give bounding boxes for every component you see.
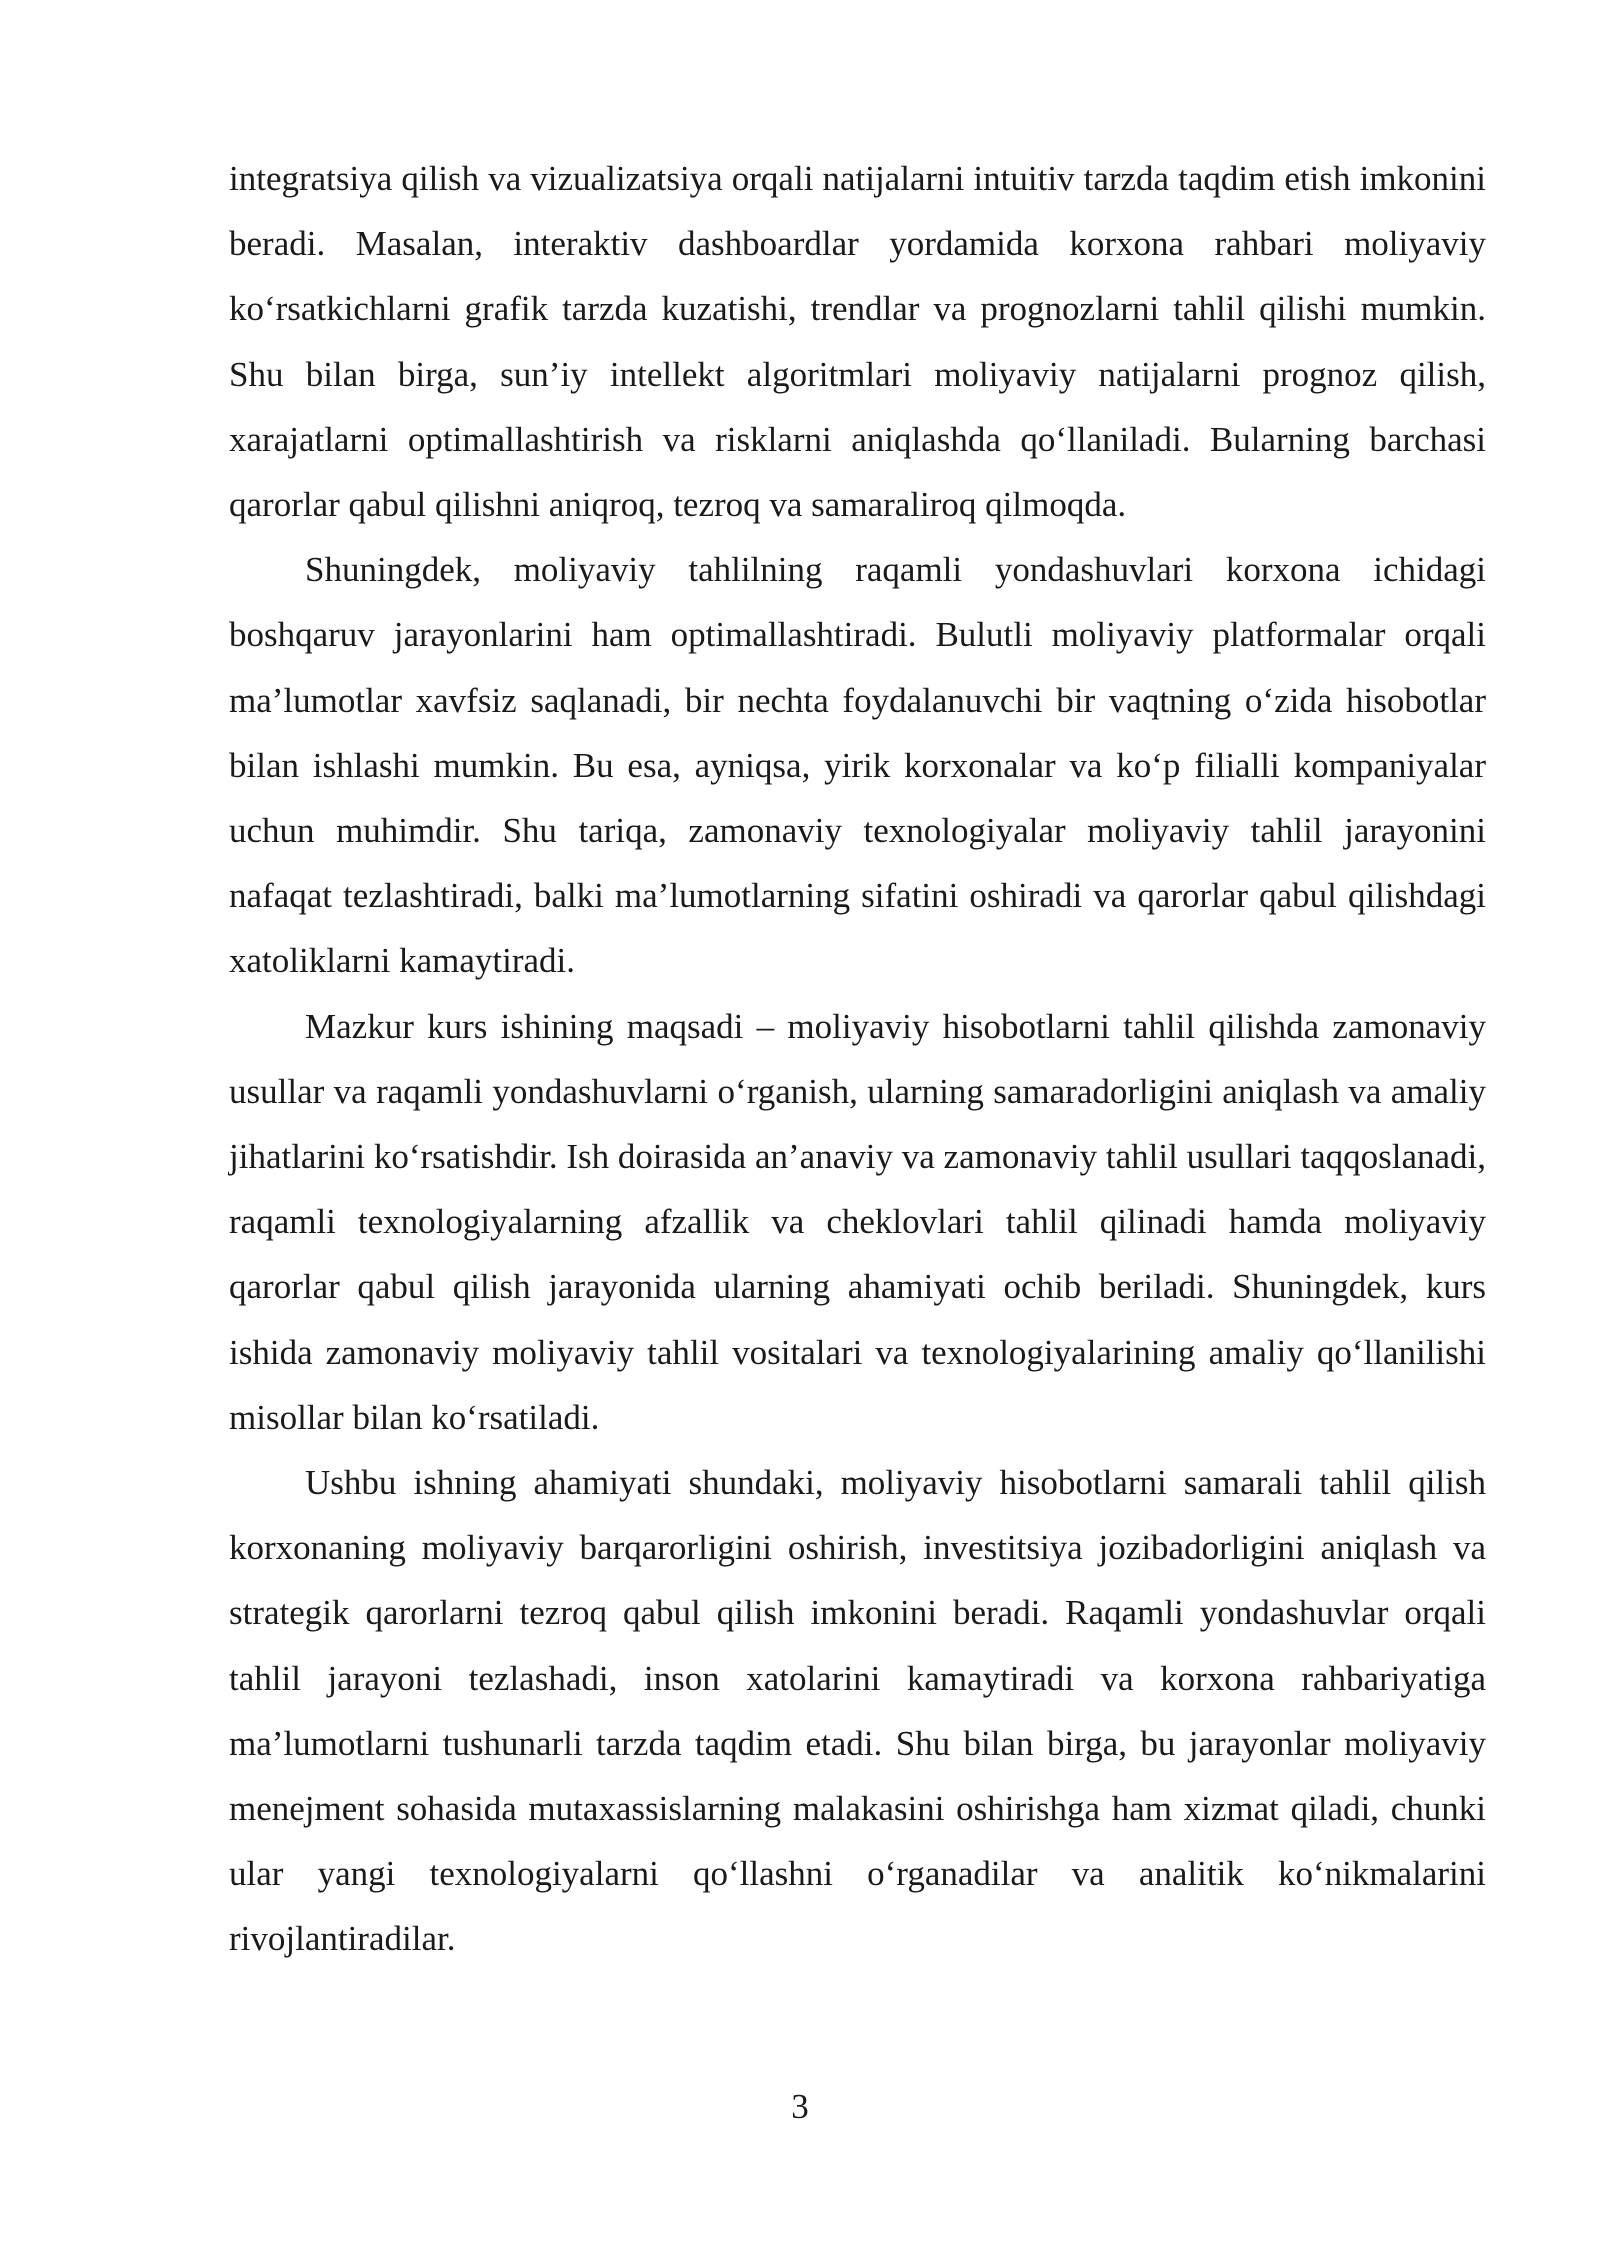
paragraph-significance: Ushbu ishning ahamiyati shundaki, moliyaviy hisobotlarni samarali tahlil qilish korxonaning moliyaviy barqarorligini oshirish, investitsiya jozibadorligini aniqlash va strategik qarorlarni tezroq qabul qilish imkonini beradi. Raqamli yondashuvlar orqali tahlil jarayoni tezlashadi, inson xatolarini kamaytiradi va korxona rahbariyatiga ma’lumotlarni tushunarli tarzda taqdim etadi. Shu bilan birga, bu jarayonlar moliyaviy menejment sohasida mutaxassislarning malakasini oshirishga ham xizmat qiladi, chunki ular yangi texnologiyalarni qoʻllashni oʻrganadilar va analitik koʻnikmalarini rivojlantiradilar. [229,1463,1486,1959]
paragraph-continuation: integratsiya qilish va vizualizatsiya orqali natijalarni intuitiv tarzda taqdim etish imkonini beradi. Masalan, interaktiv dashboardlar yordamida korxona rahbari moliyaviy koʻrsatkichlarni grafik tarzda kuzatishi, trendlar va prognozlarni tahlil qilishi mumkin. Shu bilan birga, sun’iy intellekt algoritmlari moliyaviy natijalarni prognoz qilish, xarajatlarni optimallashtirish va risklarni aniqlashda qoʻllaniladi. Bularning barchasi qarorlar qabul qilishni aniqroq, tezroq va samaraliroq qilmoqda. [229,159,1486,525]
page-number: 3 [791,2087,809,2126]
paragraph-digital-management: Shuningdek, moliyaviy tahlilning raqamli yondashuvlari korxona ichidagi boshqaruv jarayonlarini ham optimallashtiradi. Bulutli moliyaviy platformalar orqali ma’lumotlar xavfsiz saqlanadi, bir nechta foydalanuvchi bir vaqtning oʻzida hisobotlar bilan ishlashi mumkin. Bu esa, ayniqsa, yirik korxonalar va koʻp filialli kompaniyalar uchun muhimdir. Shu tariqa, zamonaviy texnologiyalar moliyaviy tahlil jarayonini nafaqat tezlashtiradi, balki ma’lumotlarning sifatini oshiradi va qarorlar qabul qilishdagi xatoliklarni kamaytiradi. [229,550,1486,981]
paragraph-course-goal: Mazkur kurs ishining maqsadi – moliyaviy hisobotlarni tahlil qilishda zamonaviy usullar va raqamli yondashuvlarni oʻrganish, ularning samaradorligini aniqlash va amaliy jihatlarini koʻrsatishdir. Ish doirasida an’anaviy va zamonaviy tahlil usullari taqqoslanadi, raqamli texnologiyalarning afzallik va cheklovlari tahlil qilinadi hamda moliyaviy qarorlar qabul qilish jarayonida ularning ahamiyati ochib beriladi. Shuningdek, kurs ishida zamonaviy moliyaviy tahlil vositalari va texnologiyalarining amaliy qoʻllanilishi misollar bilan koʻrsatiladi. [229,1006,1486,1437]
body-text [229,146,1486,1972]
